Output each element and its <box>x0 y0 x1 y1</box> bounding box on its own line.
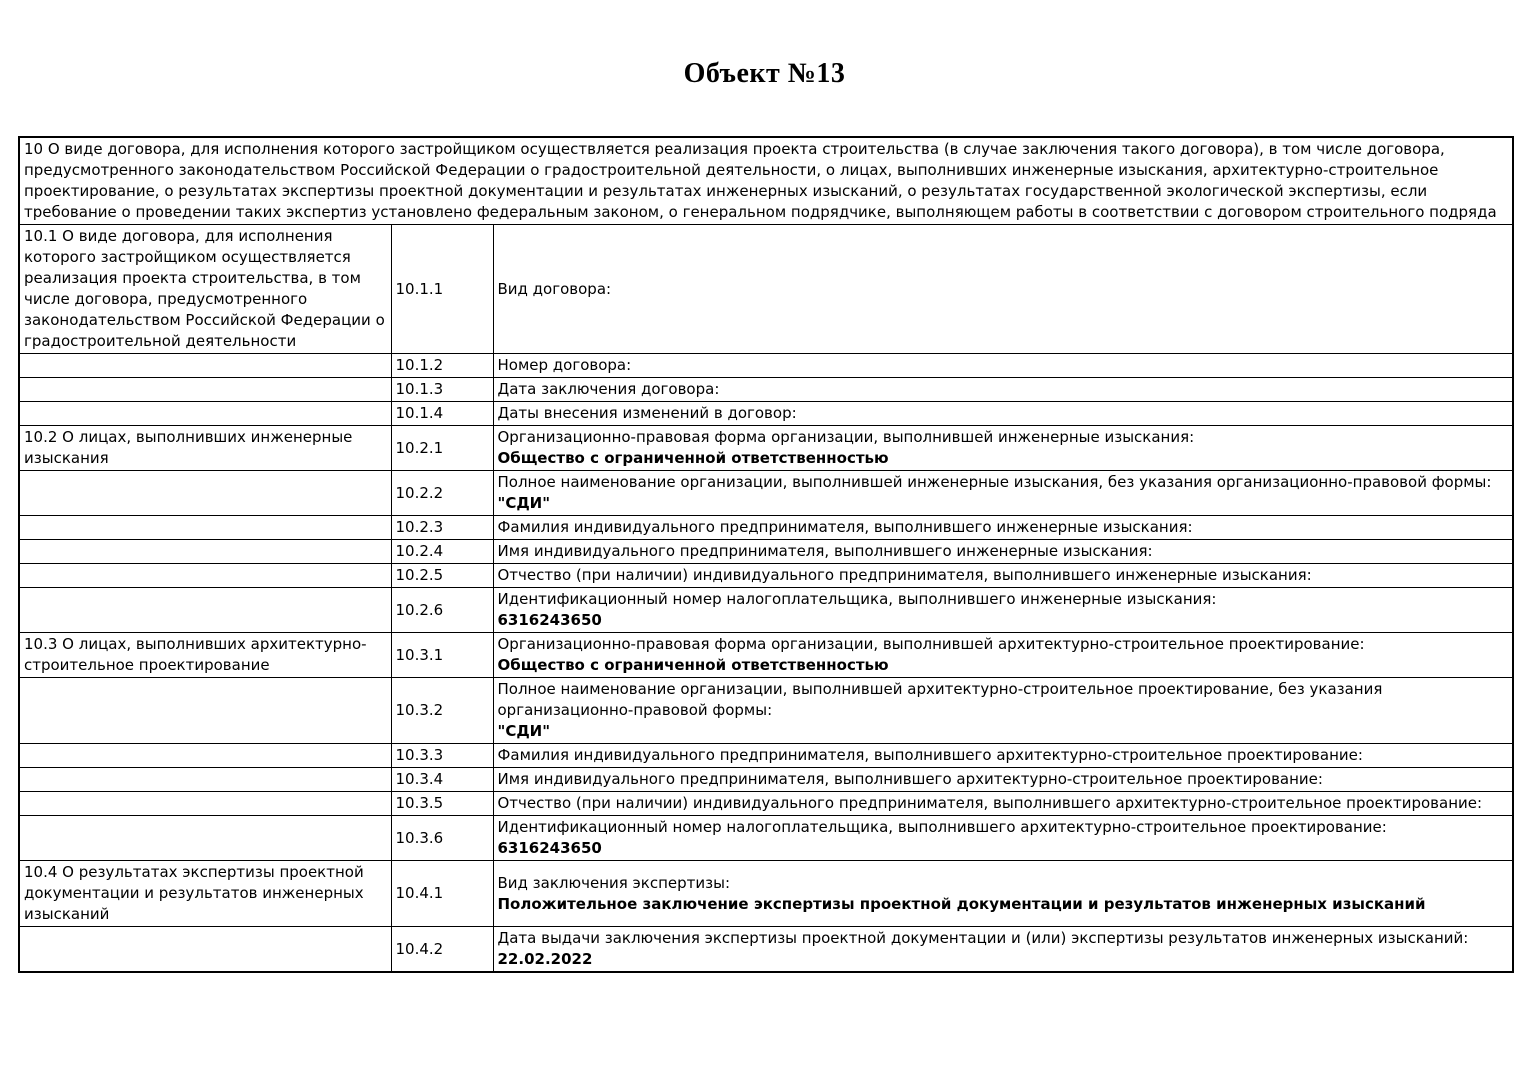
section-cell: 10.3 О лицах, выполнивших архитектурно-строительное проектирование <box>19 633 391 678</box>
section-cell <box>19 588 391 633</box>
section-cell <box>19 516 391 540</box>
field-cell <box>493 861 1513 927</box>
item-number-cell: 10.3.4 <box>391 768 493 792</box>
item-number-cell: 10.4.1 <box>391 861 493 927</box>
field-cell <box>493 768 1513 792</box>
field-label: Идентификационный номер налогоплательщика, выполнившего инженерные изыскания: <box>497 590 1217 608</box>
item-number-cell: 10.2.1 <box>391 426 493 471</box>
field-cell <box>493 402 1513 426</box>
field-label: Имя индивидуального предпринимателя, выполнившего инженерные изыскания: <box>497 542 1153 560</box>
field-cell <box>493 744 1513 768</box>
field-cell <box>493 633 1513 678</box>
table-row <box>19 816 1513 861</box>
section-cell <box>19 816 391 861</box>
table-row <box>19 588 1513 633</box>
field-value: "СДИ" <box>497 494 551 512</box>
field-cell <box>493 678 1513 744</box>
table-row <box>19 378 1513 402</box>
section-cell <box>19 744 391 768</box>
section-cell: 10.4 О результатах экспертизы проектной документации и результатов инженерных изысканий <box>19 861 391 927</box>
table-header-cell: 10 О виде договора, для исполнения которого застройщиком осуществляется реализация проекта строительства (в случае заключения такого договора), в том числе договора, предусмотренного законодательством Российской Федерации о градостроительной деятельности, о лицах, выполнивших инженерные изыскания, архитектурно-строительное проектирование, о результатах экспертизы проектной документации и результатах инженерных изысканий, о результатах государственной экологической экспертизы, если требование о проведении таких экспертиз установлено федеральным законом, о генеральном подрядчике, выполняющем работы в соответствии с договором строительного подряда <box>19 137 1513 225</box>
field-cell <box>493 564 1513 588</box>
field-label: Полное наименование организации, выполнившей архитектурно-строительное проектирование, без указания организационно-правовой формы: <box>497 680 1383 719</box>
field-label: Фамилия индивидуального предпринимателя, выполнившего архитектурно-строительное проектирование: <box>497 746 1363 764</box>
table-row <box>19 768 1513 792</box>
field-label: Дата выдачи заключения экспертизы проектной документации и (или) экспертизы результатов инженерных изысканий: <box>497 929 1469 947</box>
page-title: Объект №13 <box>683 58 846 89</box>
table-row <box>19 426 1513 471</box>
table-row <box>19 633 1513 678</box>
field-label: Организационно-правовая форма организации, выполнившей инженерные изыскания: <box>497 428 1195 446</box>
field-value: Общество с ограниченной ответственностью <box>497 656 889 674</box>
field-cell <box>493 540 1513 564</box>
field-label: Номер договора: <box>497 356 632 374</box>
field-cell <box>493 792 1513 816</box>
section-cell <box>19 378 391 402</box>
item-number-cell: 10.2.4 <box>391 540 493 564</box>
field-value: 6316243650 <box>497 611 602 629</box>
item-number-cell: 10.2.2 <box>391 471 493 516</box>
item-number-cell: 10.1.2 <box>391 354 493 378</box>
item-number-cell: 10.3.2 <box>391 678 493 744</box>
section-cell <box>19 471 391 516</box>
item-number-cell: 10.2.5 <box>391 564 493 588</box>
field-value: 6316243650 <box>497 839 602 857</box>
field-label: Идентификационный номер налогоплательщика, выполнившего архитектурно-строительное проектирование: <box>497 818 1387 836</box>
table-row <box>19 678 1513 744</box>
field-label: Отчество (при наличии) индивидуального предпринимателя, выполнившего инженерные изыскания: <box>497 566 1312 584</box>
table-row <box>19 927 1513 973</box>
field-cell <box>493 354 1513 378</box>
field-cell <box>493 225 1513 354</box>
field-value: Общество с ограниченной ответственностью <box>497 449 889 467</box>
field-label: Организационно-правовая форма организации, выполнившей архитектурно-строительное проектирование: <box>497 635 1365 653</box>
field-label: Вид договора: <box>497 279 612 298</box>
field-cell <box>493 426 1513 471</box>
field-label: Полное наименование организации, выполнившей инженерные изыскания, без указания организационно-правовой формы: <box>497 473 1492 491</box>
section-cell <box>19 927 391 973</box>
field-cell <box>493 927 1513 973</box>
table-header-row <box>19 137 1513 225</box>
field-cell <box>493 378 1513 402</box>
item-number-cell: 10.1.4 <box>391 402 493 426</box>
table-row <box>19 471 1513 516</box>
field-label: Фамилия индивидуального предпринимателя, выполнившего инженерные изыскания: <box>497 518 1193 536</box>
field-cell <box>493 471 1513 516</box>
section-cell <box>19 768 391 792</box>
section-cell <box>19 540 391 564</box>
section-cell <box>19 564 391 588</box>
field-value: Положительное заключение экспертизы проектной документации и результатов инженерных изысканий <box>497 894 1426 913</box>
disclosure-table <box>18 136 1514 973</box>
field-label: Имя индивидуального предпринимателя, выполнившего архитектурно-строительное проектирование: <box>497 770 1323 788</box>
section-cell: 10.1 О виде договора, для исполнения которого застройщиком осуществляется реализация проекта строительства, в том числе договора, предусмотренного законодательством Российской Федерации о градостроительной деятельности <box>19 225 391 354</box>
table-row <box>19 402 1513 426</box>
item-number-cell: 10.2.3 <box>391 516 493 540</box>
item-number-cell: 10.1.1 <box>391 225 493 354</box>
item-number-cell: 10.1.3 <box>391 378 493 402</box>
item-number-cell: 10.3.5 <box>391 792 493 816</box>
field-cell <box>493 588 1513 633</box>
item-number-cell: 10.3.3 <box>391 744 493 768</box>
table-row <box>19 354 1513 378</box>
section-cell <box>19 792 391 816</box>
field-label: Даты внесения изменений в договор: <box>497 404 797 422</box>
item-number-cell: 10.3.6 <box>391 816 493 861</box>
field-label: Дата заключения договора: <box>497 380 720 398</box>
table-row <box>19 861 1513 927</box>
table-row <box>19 225 1513 354</box>
field-label: Вид заключения экспертизы: <box>497 873 731 892</box>
section-cell <box>19 354 391 378</box>
field-cell <box>493 516 1513 540</box>
section-cell: 10.2 О лицах, выполнивших инженерные изыскания <box>19 426 391 471</box>
item-number-cell: 10.4.2 <box>391 927 493 973</box>
section-cell <box>19 402 391 426</box>
field-value: "СДИ" <box>497 722 551 740</box>
table-row <box>19 540 1513 564</box>
table-row <box>19 744 1513 768</box>
field-value: 22.02.2022 <box>497 950 593 968</box>
field-label: Отчество (при наличии) индивидуального предпринимателя, выполнившего архитектурно-строительное проектирование: <box>497 794 1483 812</box>
table-row <box>19 564 1513 588</box>
table-row <box>19 792 1513 816</box>
item-number-cell: 10.2.6 <box>391 588 493 633</box>
field-cell <box>493 816 1513 861</box>
section-cell <box>19 678 391 744</box>
table-row <box>19 516 1513 540</box>
item-number-cell: 10.3.1 <box>391 633 493 678</box>
